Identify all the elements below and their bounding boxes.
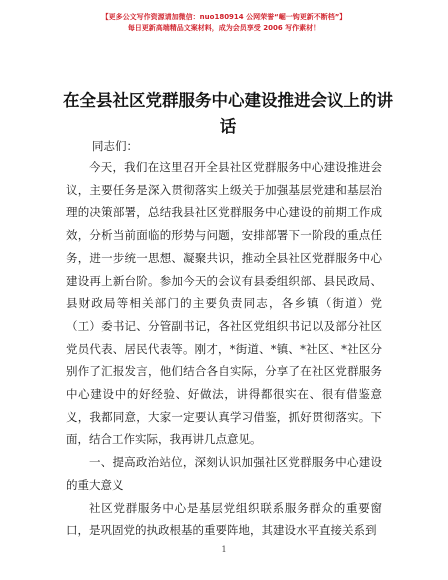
document-body: [66, 156, 382, 542]
body-paragraph: 社区党群服务中心是基层党组织联系服务群众的重要窗口，是巩固党的执政根基的重要阵地，其建设水平直接关系到: [66, 500, 382, 538]
body-paragraph: 今天，我们在这里召开全县社区党群服务中心建设推进会议，主要任务是深入贯彻落实上级关于加强基层党建和基层治理的决策部署，总结我县社区党群服务中心建设的前期工作成效，分析当前面临的形势与问题，安排部署下一阶段的重点任务，进一步统一思想、凝聚共识，推动全县社区党群服务中心建设再上新台阶。参加今天的会议有县委组织部、县民政局、县财政局等相关部门的主要负责同志，各乡镇（街道）党（工）委书记、分管副书记，各社区党组织书记以及部分社区党员代表、居民代表等。刚才，*街道、*镇、*社区、*社区分别作了汇报发言，他们结合各自实际，分享了在社区党群服务中心建设中的好经验、好做法，讲得都很实在、很有借鉴意义，我都同意，大家一定要认真学习借鉴，抓好贯彻落实。下面，结合工作实际，我再讲几点意见。: [66, 160, 382, 447]
salutation: 同志们：: [92, 139, 138, 153]
section-heading: 一、提高政治站位，深刻认识加强社区党群服务中心建设的重大意义: [66, 455, 382, 492]
document-title: 在全县社区党群服务中心建设推进会议上的讲话: [63, 91, 393, 136]
page-number: 1: [221, 545, 227, 554]
banner-line-2: 每日更新高端精品文案材料，成为会员享受 2006 写作素材！: [127, 24, 321, 32]
header-banner: [0, 12, 448, 34]
banner-line-1: 【更多公文写作资源请加微信：nuo180914 公网荣誉“崛一钩更新不断档”】: [101, 13, 347, 21]
